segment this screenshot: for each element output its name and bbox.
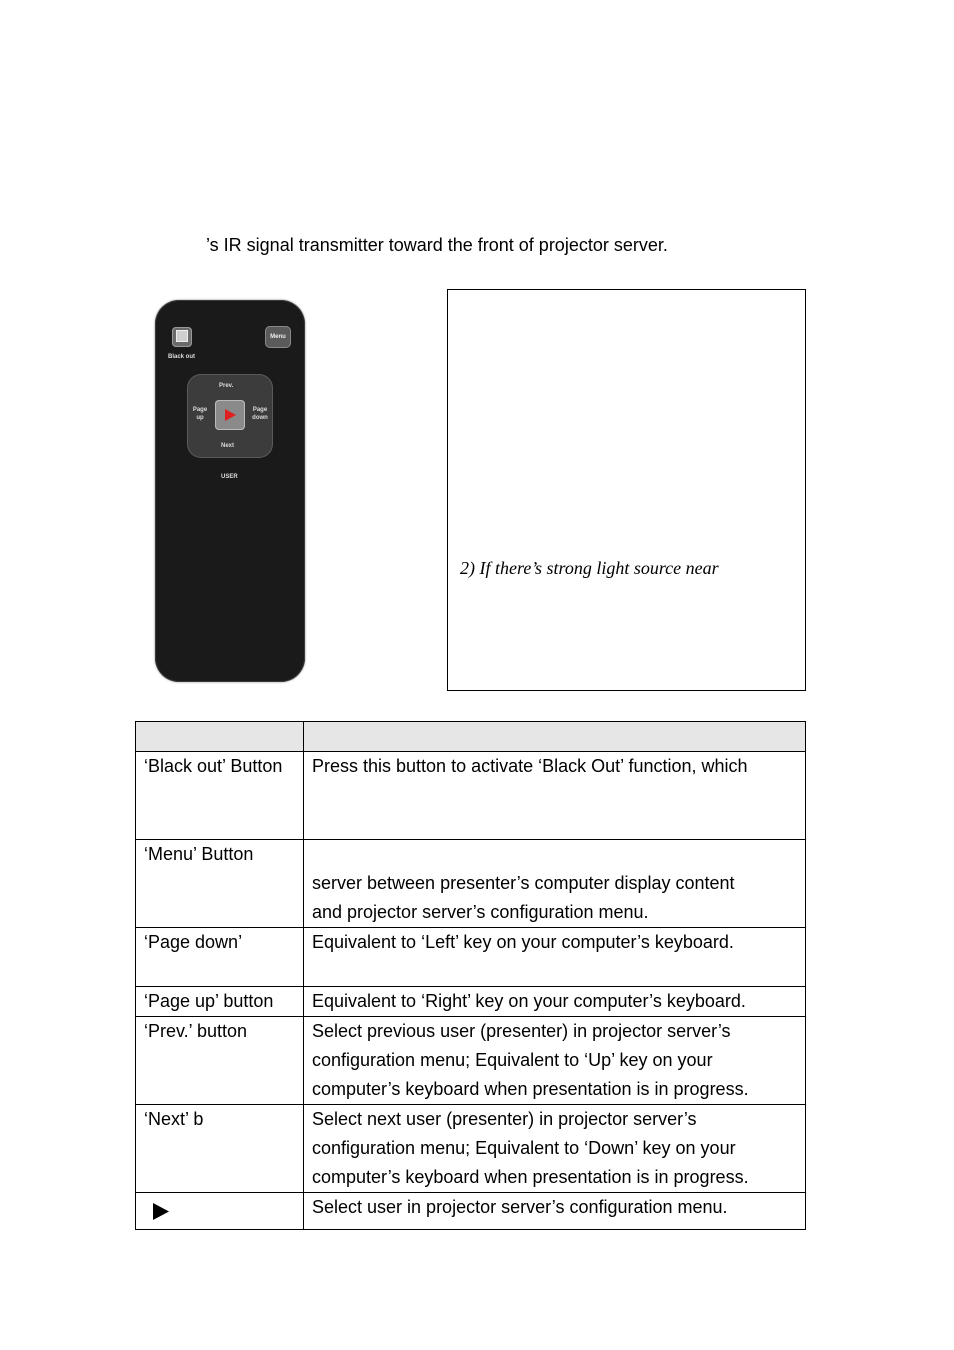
description-line: computer’s keyboard when presentation is in progress. — [312, 1167, 749, 1187]
description-line: Select next user (presenter) in projector server’s — [312, 1109, 697, 1129]
description-line — [312, 957, 797, 986]
description-line: Equivalent to ‘Right’ key on your computer’s keyboard. — [312, 991, 746, 1011]
remote-control-illustration — [155, 300, 305, 682]
button-name-cell — [136, 1193, 304, 1230]
table-row — [136, 1017, 806, 1105]
table-row — [136, 1105, 806, 1193]
user-label: USER — [221, 474, 238, 480]
description-line: and projector server’s configuration menu. — [312, 902, 649, 922]
button-description-cell — [304, 928, 806, 987]
button-name-cell — [136, 840, 304, 928]
table-row — [136, 928, 806, 987]
blackout-button — [172, 327, 192, 347]
description-line — [312, 781, 797, 810]
button-name-cell — [136, 1105, 304, 1193]
blackout-icon — [176, 330, 188, 342]
button-name-cell — [136, 752, 304, 840]
table-header-cell — [136, 722, 304, 752]
next-label: Next — [221, 443, 235, 449]
menu-button: Menu — [265, 326, 291, 348]
button-name: ‘Page up’ button — [144, 991, 274, 1011]
select-button — [215, 400, 245, 430]
button-function-table — [135, 721, 806, 1230]
note-text: 2) If there’s strong light source near — [460, 558, 719, 578]
button-description-cell — [304, 1017, 806, 1105]
button-name-cell — [136, 1017, 304, 1105]
description-line: configuration menu; Equivalent to ‘Down’ key on your — [312, 1138, 736, 1158]
description-line: computer’s keyboard when presentation is in progress. — [312, 1079, 749, 1099]
table-header-cell — [304, 722, 806, 752]
button-description-cell — [304, 840, 806, 928]
dpad — [187, 374, 273, 458]
description-line: Select user in projector server’s configuration menu. — [312, 1197, 728, 1217]
table-row — [136, 840, 806, 928]
description-line: Equivalent to ‘Left’ key on your computer’s keyboard. — [312, 932, 734, 952]
button-name: ‘Prev.’ button — [144, 1021, 248, 1041]
blackout-label: Black out — [168, 354, 196, 360]
play-icon — [224, 409, 236, 421]
table-row — [136, 987, 806, 1017]
button-name: ‘Black out’ Button — [144, 756, 283, 776]
description-line: configuration menu; Equivalent to ‘Up’ key on your — [312, 1050, 713, 1070]
description-line: Select previous user (presenter) in projector server’s — [312, 1021, 731, 1041]
page-up-label: Page up — [192, 407, 208, 421]
description-line: Press this button to activate ‘Black Out’ function, which — [312, 756, 748, 776]
page-down-label: Page down — [252, 407, 268, 421]
button-description-cell — [304, 987, 806, 1017]
button-name: ‘Next’ b — [144, 1109, 204, 1129]
button-description-cell — [304, 752, 806, 840]
intro-text: ’s IR signal transmitter toward the front of projector server. — [206, 235, 668, 255]
play-triangle-icon — [153, 1203, 169, 1220]
description-line: server between presenter’s computer display content — [312, 873, 735, 893]
button-description-cell — [304, 1105, 806, 1193]
button-name-cell — [136, 987, 304, 1017]
table-row — [136, 1193, 806, 1230]
description-line — [312, 810, 797, 839]
prev-label: Prev. — [219, 383, 234, 389]
button-name: ‘Menu’ Button — [144, 844, 254, 864]
button-description-cell — [304, 1193, 806, 1230]
button-name-cell — [136, 928, 304, 987]
description-line — [312, 840, 797, 869]
note-box — [447, 289, 806, 691]
table-row — [136, 752, 806, 840]
button-name: ‘Page down’ — [144, 932, 243, 952]
table-header-row — [136, 722, 806, 752]
